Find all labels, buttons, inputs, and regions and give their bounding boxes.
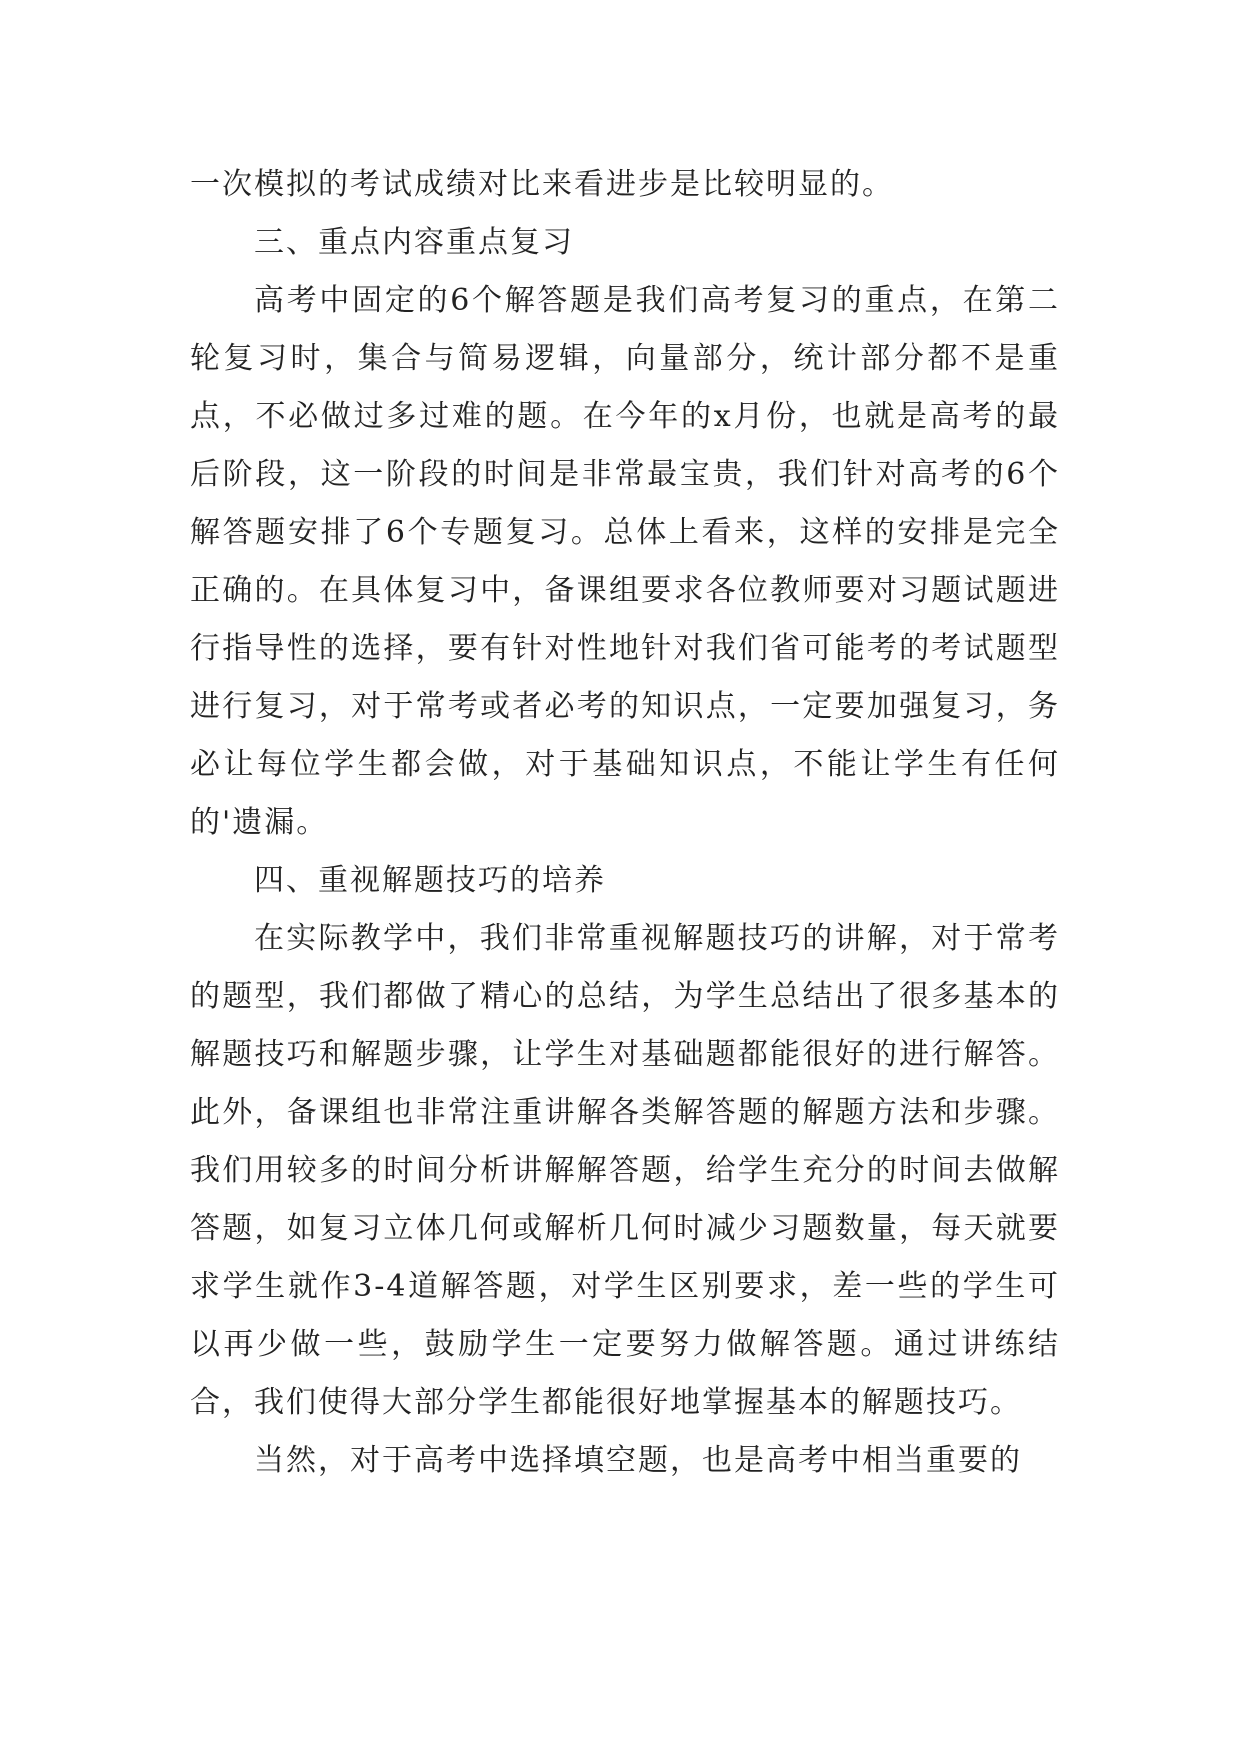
- document-body: [190, 156, 1060, 1490]
- section-heading-4: 四、重视解题技巧的培养: [254, 863, 606, 898]
- paragraph-multiple-choice: 当然，对于高考中选择填空题，也是高考中相当重要的: [254, 1443, 1022, 1478]
- paragraph-solving-skills: 在实际教学中，我们非常重视解题技巧的讲解，对于常考的题型，我们都做了精心的总结，为学生总结出了很多基本的解题技巧和解题步骤，让学生对基础题都能很好的进行解答。此外，备课组也非常注重讲解各类解答题的解题方法和步骤。我们用较多的时间分析讲解解答题，给学生充分的时间去做解答题，如复习立体几何或解析几何时减少习题数量，每天就要求学生就作3-4道解答题，对学生区别要求，差一些的学生可以再少做一些，鼓励学生一定要努力做解答题。通过讲练结合，我们使得大部分学生都能很好地掌握基本的解题技巧。: [190, 921, 1060, 1420]
- section-heading-3: 三、重点内容重点复习: [254, 225, 574, 260]
- paragraph-continuation: 一次模拟的考试成绩对比来看进步是比较明显的。: [190, 167, 894, 202]
- paragraph-key-review: 高考中固定的6个解答题是我们高考复习的重点，在第二轮复习时，集合与简易逻辑，向量部分，统计部分都不是重点，不必做过多过难的题。在今年的x月份，也就是高考的最后阶段，这一阶段的时间是非常最宝贵，我们针对高考的6个解答题安排了6个专题复习。总体上看来，这样的安排是完全正确的。在具体复习中，备课组要求各位教师要对习题试题进行指导性的选择，要有针对性地针对我们省可能考的考试题型进行复习，对于常考或者必考的知识点，一定要加强复习，务必让每位学生都会做，对于基础知识点，不能让学生有任何的'遗漏。: [190, 283, 1060, 840]
